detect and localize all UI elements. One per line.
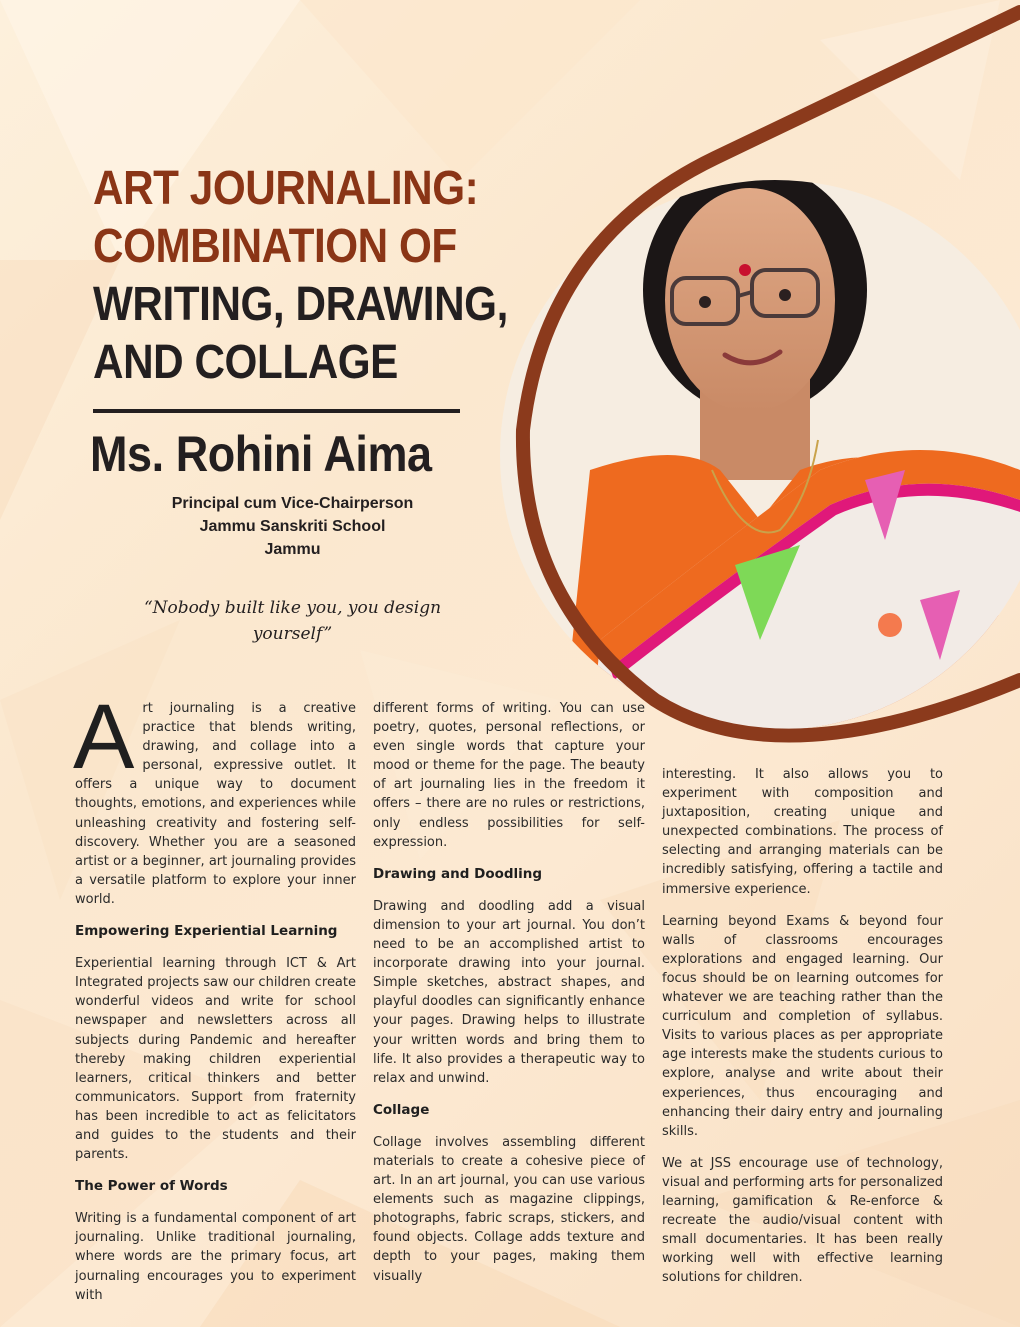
section-heading-drawing: Drawing and Doodling [373,865,543,882]
designation-line-1: Principal cum Vice-Chairperson [171,495,414,512]
paragraph-jss: We at JSS encourage use of technology, visual and performing arts for personalized learning, gamification & Re-enforce & recreate the audio/visual content with small documentaries. It has been really working well with effective learning solutions for children. [662,1155,943,1286]
drop-cap: A [73,686,135,788]
title-line-3: WRITING, DRAWING, [93,278,508,331]
author-name: Ms. Rohini Aima [90,426,432,482]
intro-paragraph [73,686,356,909]
author-designation [130,492,455,561]
section-text-drawing: Drawing and doodling add a visual dimension to your art journal. You don’t need to be an accomplished artist to incorporate drawing into your journal. Simple sketches, abstract shapes, and playful doodles can significantly enhance your pages. Drawing helps to illustrate your written words and bring them to life. It also provides a therapeutic way to relax and unwind. [373,898,645,1086]
section-text-words-a: Writing is a fundamental component of art journaling. Unlike traditional journaling, where words are the primary focus, art journaling encourages you to experiment with [75,1211,356,1303]
article-column-2 [373,699,645,1286]
designation-line-2: Jammu Sanskriti School [199,518,386,535]
author-quote: “Nobody built like you, you design yourself” [143,598,442,644]
section-heading-collage: Collage [373,1101,430,1118]
title-line-1: ART JOURNALING: [93,162,479,215]
title-divider [93,409,460,413]
intro-text: rt journaling is a creative practice that blends writing, drawing, and collage into a personal, expressive outlet. It offers a unique way to document thoughts, emotions, and experiences while unleashing creativity and fostering self-discovery. Whether you are a seasoned artist or a beginner, art journaling provides a versatile platform to explore your inner world. [75,701,356,907]
title-line-2: COMBINATION OF [93,220,457,273]
designation-line-3: Jammu [264,541,321,558]
paragraph-learning: Learning beyond Exams & beyond four walls of classrooms encourages explorations and engaged learning. Our focus should be on learning outcomes for whatever we are teaching rather than the curriculum and completion of syllabus. Visits to various places as per appropriate age interests make the students curious to explore, analyse and write about their experiences, thus encouraging and enhancing their dairy entry and journaling skills. [662,913,943,1139]
article-column-3 [662,765,943,1287]
title-line-4: AND COLLAGE [93,336,398,389]
section-text-experiential: Experiential learning through ICT & Art Integrated projects saw our children create wonderful videos and write for school newspaper and newsletters across all subjects during Pandemic and hereafter thereby making children experiential learners, critical thinkers and better communicators. Support from fraternity has been incredible to act as felicitators and guides to the students and their parents. [75,956,356,1163]
section-text-words-b: different forms of writing. You can use poetry, quotes, personal reflections, or even single words that capture your mood or theme for the page. The beauty of art journaling lies in the freedom it offers – there are no rules or restrictions, only endless possibilities for self-expression. [373,701,645,850]
section-heading-experiential: Empowering Experiential Learning [75,923,338,940]
section-text-collage-a: Collage involves assembling different materials to create a cohesive piece of art. In an art journal, you can use various elements such as magazine clippings, photographs, fabric scraps, stickers, and found objects. Collage adds texture and depth to your pages, making them visually [373,1134,645,1284]
section-heading-words: The Power of Words [75,1178,228,1195]
article-column-1 [73,686,356,1305]
article-title [93,160,508,392]
section-text-collage-b: interesting. It also allows you to experiment with composition and juxtaposition, creating unique and unexpected combinations. The process of selecting and arranging materials can be incredibly satisfying, offering a tactile and immersive experience. [662,767,943,897]
